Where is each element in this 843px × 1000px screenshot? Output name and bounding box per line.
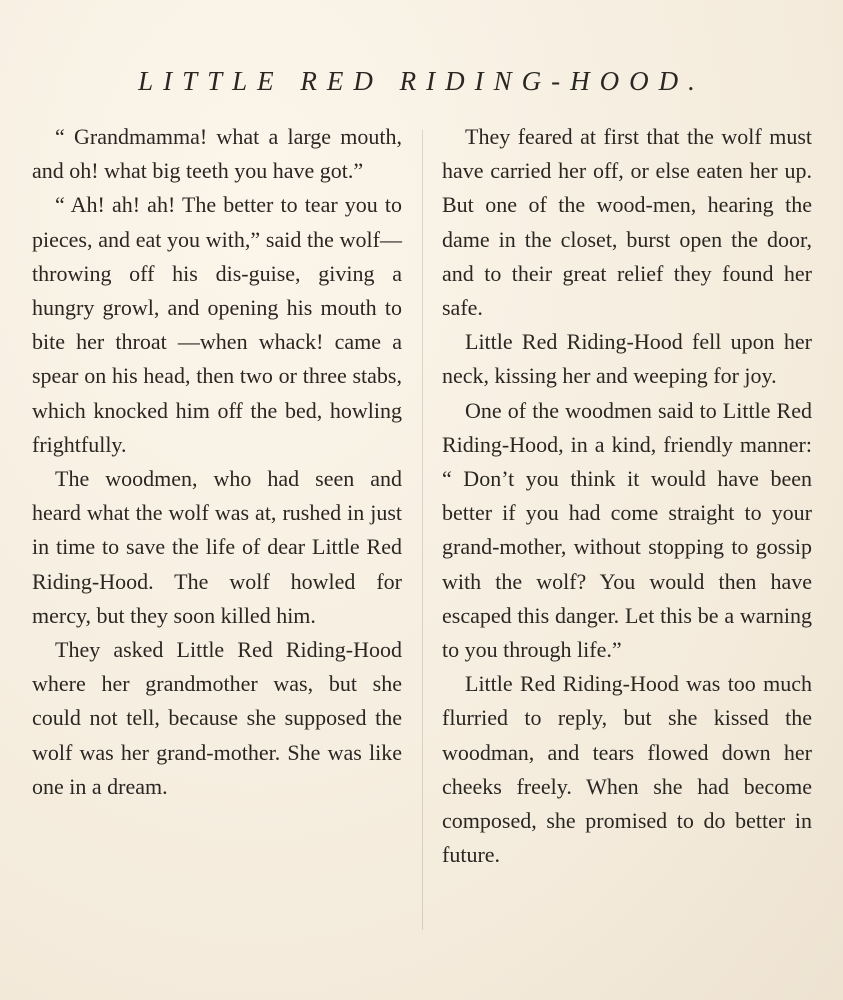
left-paragraph-3: The woodmen, who had seen and heard what the wolf was at, rushed in just in time to save the life of dear Little Red Riding-Hood. The wolf howled for mercy, but they soon killed him. (32, 466, 402, 628)
left-column (32, 120, 402, 804)
left-paragraph-1: “ Grandmamma! what a large mouth, and oh! what big teeth you have got.” (32, 124, 402, 184)
right-paragraph-4: Little Red Riding-Hood was too much flurried to reply, but she kissed the woodman, and tears flowed down her cheeks freely. When she had become composed, she promised to do better in future. (442, 671, 812, 868)
page-title: LITTLE RED RIDING-HOOD. (138, 66, 705, 96)
right-paragraph-1: They feared at first that the wolf must have carried her off, or else eaten her up. But one of the wood-men, hearing the dame in the closet, burst open the door, and to their great relief they found her safe. (442, 124, 812, 321)
right-column (442, 120, 812, 872)
right-paragraph-2: Little Red Riding-Hood fell upon her neck, kissing her and weeping for joy. (442, 329, 812, 389)
right-paragraph-3: One of the woodmen said to Little Red Riding-Hood, in a kind, friendly manner: “ Don’t you think it would have been better if you had come straight to your grand-mother, without stopping to gossip with the wolf? You would then have escaped this danger. Let this be a warning to you through life.” (442, 397, 812, 663)
left-paragraph-4: They asked Little Red Riding-Hood where her grandmother was, but she could not tell, because she supposed the wolf was her grand-mother. She was like one in a dream. (32, 637, 402, 799)
column-divider (422, 130, 423, 930)
left-paragraph-2: “ Ah! ah! ah! The better to tear you to pieces, and eat you with,” said the wolf—throwing off his dis-guise, giving a hungry growl, and opening his mouth to bite her throat —when whack! came a spear on his head, then two or three stabs, which knocked him off the bed, howling frightfully. (32, 192, 402, 457)
